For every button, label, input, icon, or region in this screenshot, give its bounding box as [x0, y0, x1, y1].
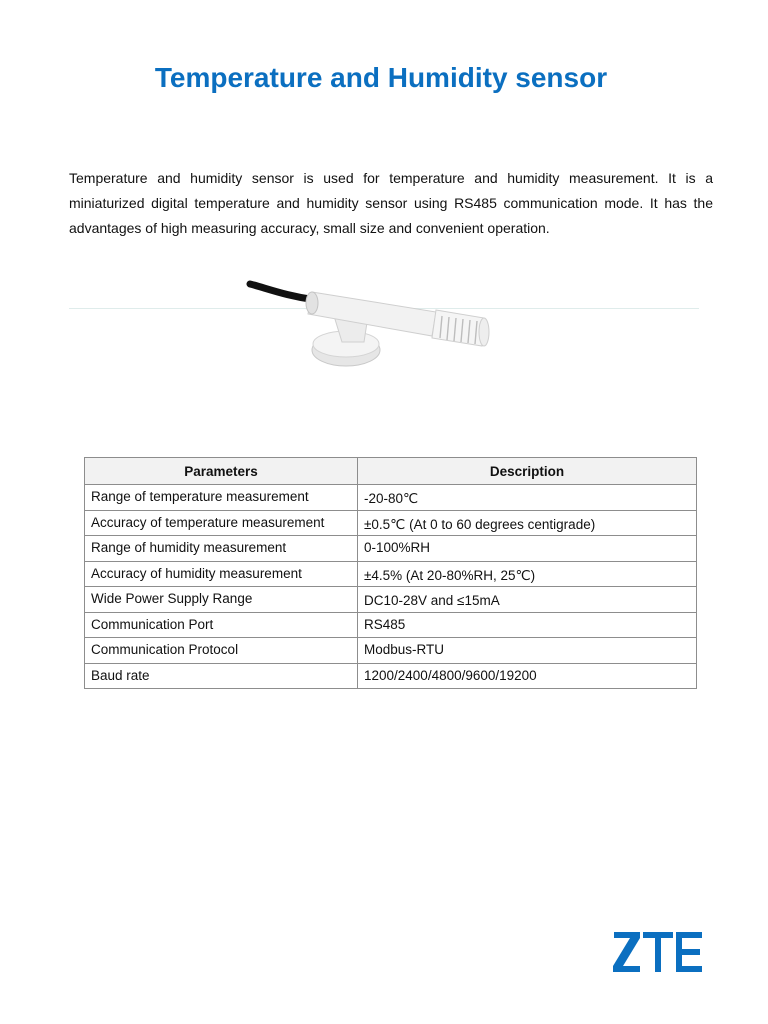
table-header-row	[85, 458, 697, 485]
parameter-cell: Communication Port	[85, 612, 358, 638]
table-row	[85, 536, 697, 562]
table-row	[85, 510, 697, 536]
parameter-cell: Range of temperature measurement	[85, 485, 358, 511]
table-row	[85, 561, 697, 587]
description-cell: -20-80℃	[358, 485, 697, 511]
page-title: Temperature and Humidity sensor	[154, 62, 608, 93]
parameter-cell: Range of humidity measurement	[85, 536, 358, 562]
specifications-table	[84, 457, 697, 689]
parameter-cell: Communication Protocol	[85, 638, 358, 664]
description-cell: Modbus-RTU	[358, 638, 697, 664]
table-row	[85, 587, 697, 613]
description-cell: ±0.5℃ (At 0 to 60 degrees centigrade)	[358, 510, 697, 536]
sensor-product-image	[246, 276, 506, 376]
description-cell: DC10-28V and ≤15mA	[358, 587, 697, 613]
description-cell: 0-100%RH	[358, 536, 697, 562]
parameter-cell: Baud rate	[85, 663, 358, 689]
parameter-cell: Wide Power Supply Range	[85, 587, 358, 613]
table-row	[85, 612, 697, 638]
description-cell: ±4.5% (At 20-80%RH, 25℃)	[358, 561, 697, 587]
zte-logo	[612, 928, 704, 976]
table-row	[85, 638, 697, 664]
intro-paragraph: Temperature and humidity sensor is used for temperature and humidity measurement. It is a miniaturized digital temperature and humidity sensor using RS485 communication mode. It has the advantages of high measuring accuracy, small size and convenient operation.	[69, 170, 713, 236]
table-row	[85, 485, 697, 511]
parameter-cell: Accuracy of temperature measurement	[85, 510, 358, 536]
header-parameters: Parameters	[85, 458, 358, 485]
description-cell: 1200/2400/4800/9600/19200	[358, 663, 697, 689]
table-row	[85, 663, 697, 689]
description-cell: RS485	[358, 612, 697, 638]
parameter-cell: Accuracy of humidity measurement	[85, 561, 358, 587]
header-description: Description	[358, 458, 697, 485]
